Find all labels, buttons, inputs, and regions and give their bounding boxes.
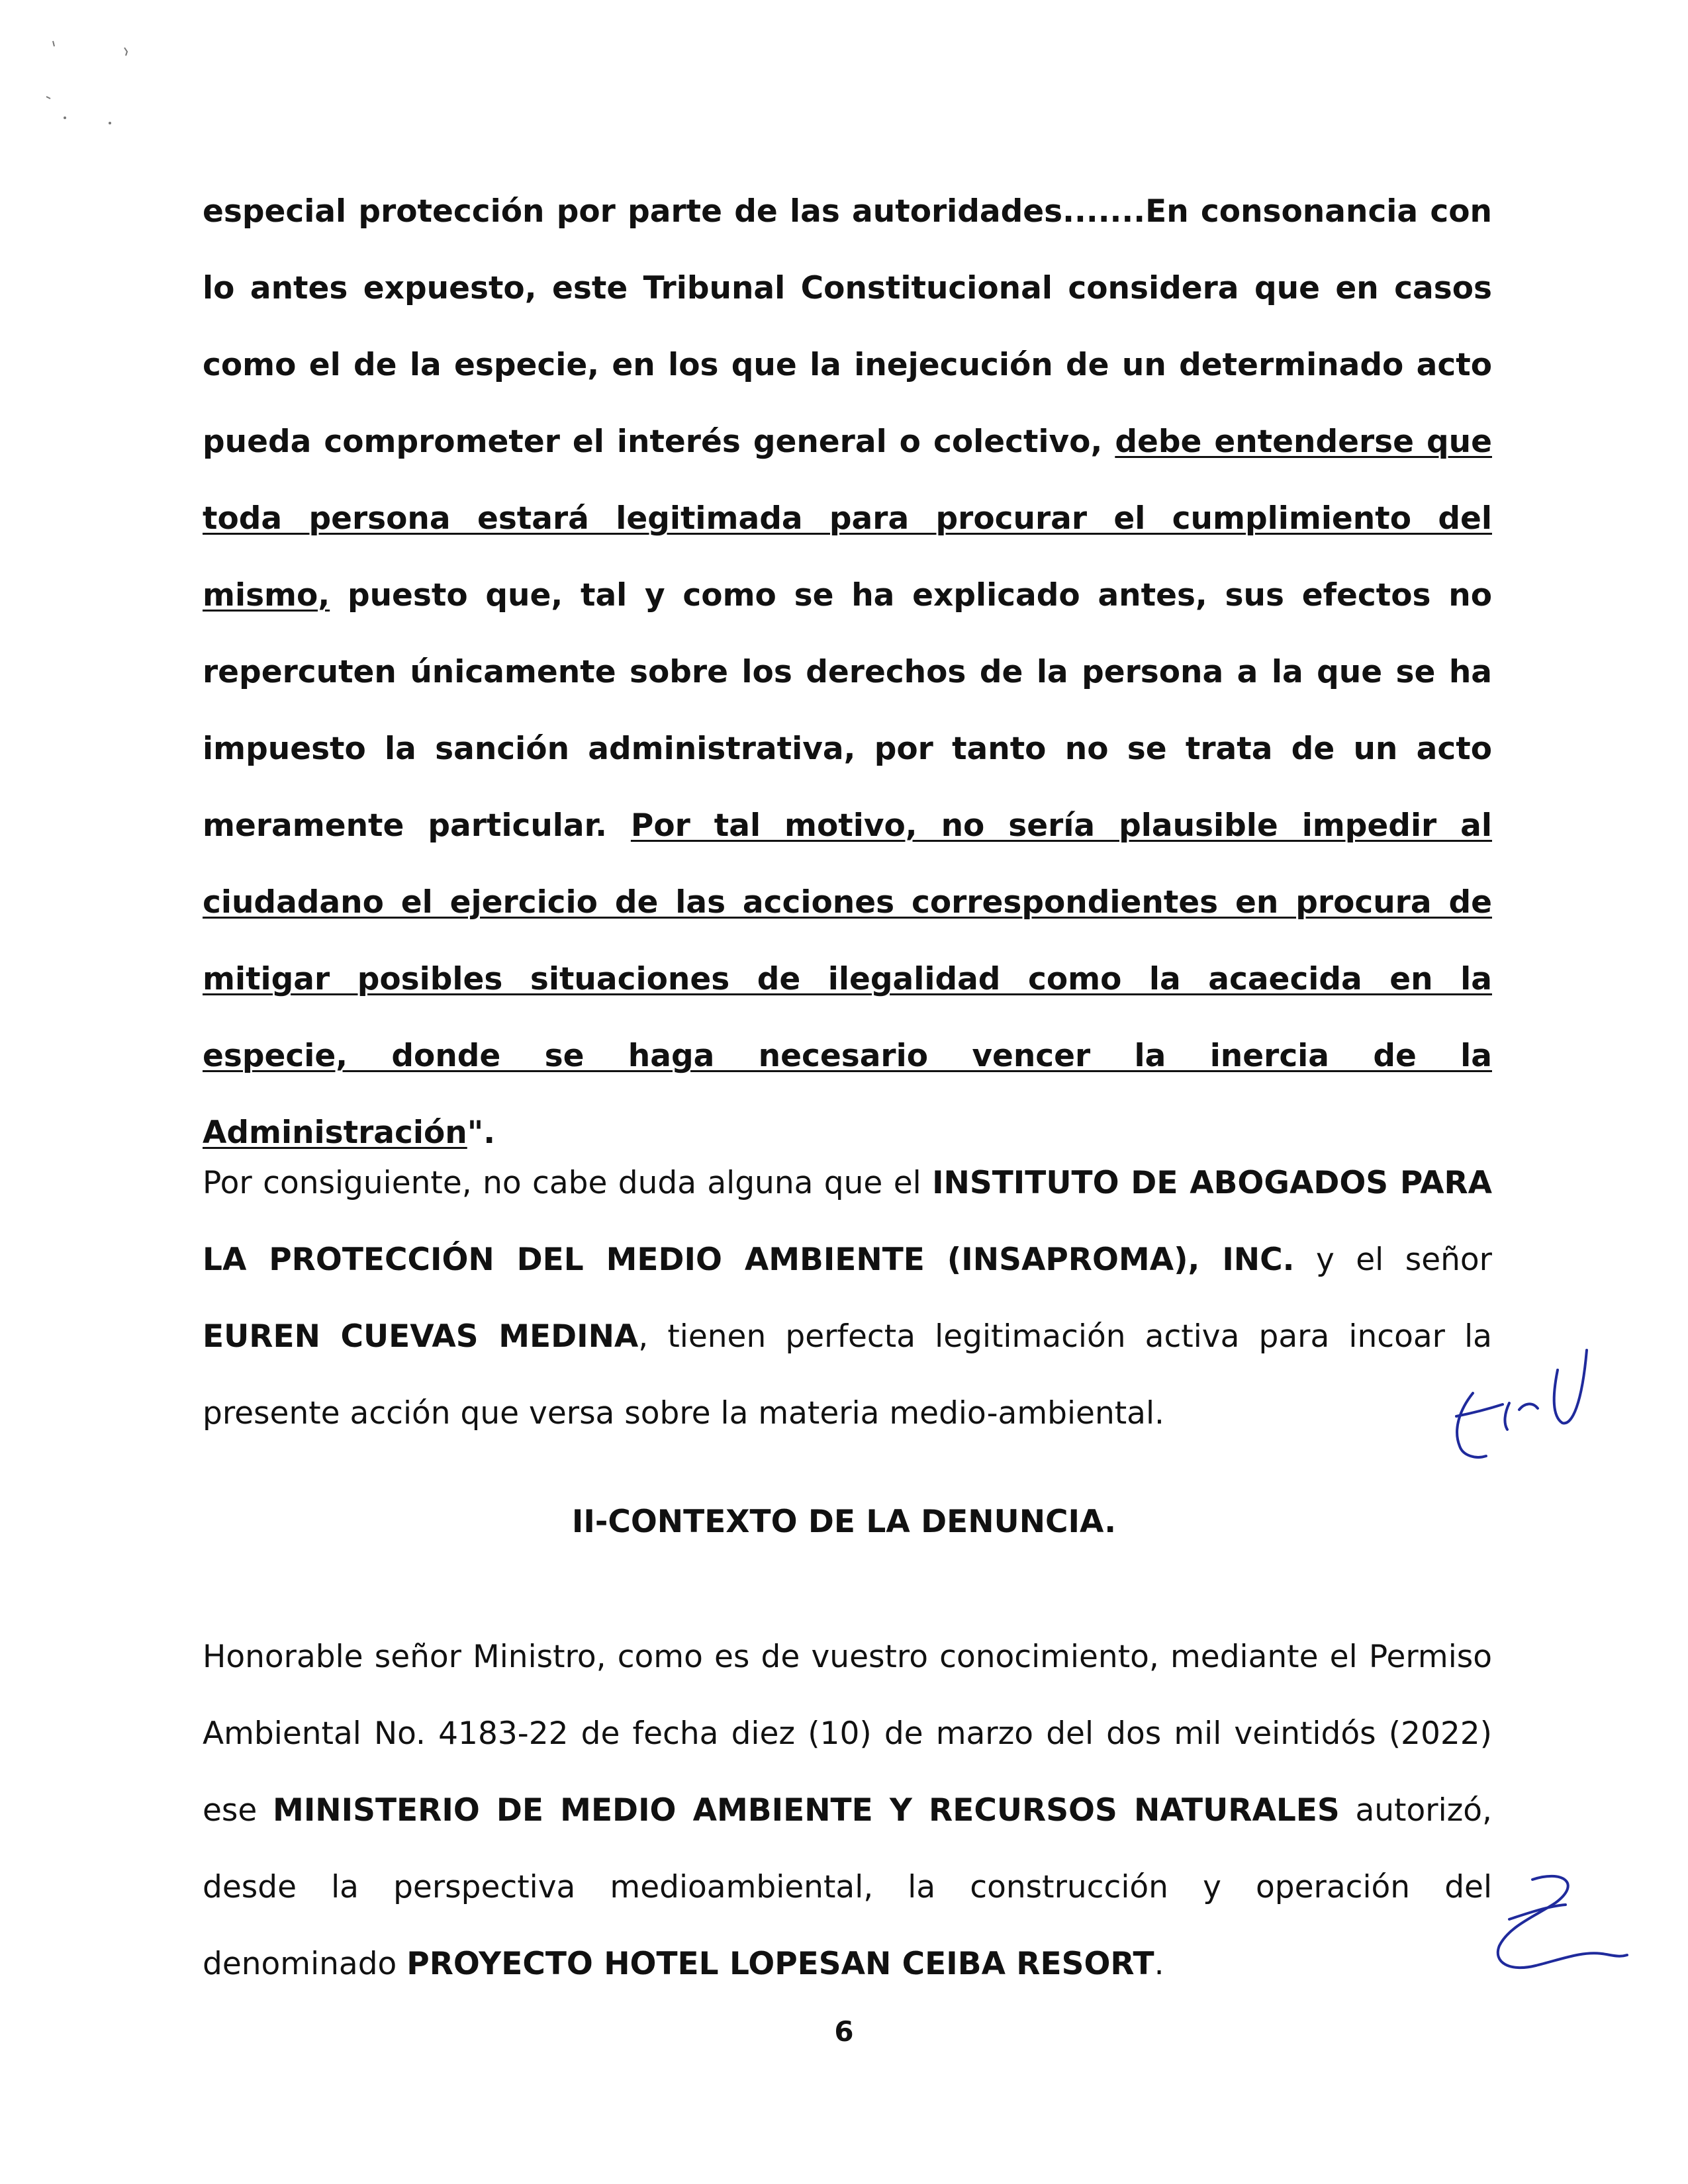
signature-initials-2 <box>1470 1866 1635 1985</box>
quoted-paragraph <box>203 173 1492 1171</box>
para2-project-name: PROYECTO HOTEL LOPESAN CEIBA RESORT <box>406 1946 1154 1982</box>
para2-ministry-name: MINISTERIO DE MEDIO AMBIENTE Y RECURSOS NATURALES <box>273 1792 1340 1829</box>
para2-text-2: autorizó, desde la perspectiva medioambiental, la construcción y operación del denominado <box>203 1792 1492 1982</box>
para1-text-2: y el señor <box>1294 1242 1492 1278</box>
para1-text-1: Por consiguiente, no cabe duda alguna que el <box>203 1165 933 1201</box>
quote-underlined-2: Por tal motivo, no sería plausible impedir al ciudadano el ejercicio de las acciones correspondientes en procura de mitigar posibles situaciones de ilegalidad como la acaecida en la especie, donde se haga necesario vencer la inercia de la Administración <box>203 807 1493 1151</box>
para1-institute-name: INSTITUTO DE ABOGADOS PARA LA PROTECCIÓN DEL MEDIO AMBIENTE (INSAPROMA), INC. <box>203 1165 1493 1278</box>
para1-person-name: EUREN CUEVAS MEDINA <box>203 1318 639 1355</box>
page-number: 6 <box>834 2015 854 2048</box>
para2-text-3: . <box>1154 1946 1164 1982</box>
quote-closing: ". <box>467 1115 496 1151</box>
signature-initials-1 <box>1446 1330 1599 1469</box>
quote-text-1: especial protección por parte de las autoridades.......En consonancia con lo antes expuesto, este Tribunal Constitucional considera que en casos como el de la especie, en los que la inejecución de un determinado acto pueda comprometer el interés general o colectivo, <box>203 193 1492 460</box>
section-heading: II-CONTEXTO DE LA DENUNCIA. <box>571 1504 1117 1540</box>
quote-text-2: puesto que, tal y como se ha explicado antes, sus efectos no repercuten únicamente sobre los derechos de la persona a la que se ha impuesto la sanción administrativa, por tanto no se trata de un acto meramente particular. <box>203 577 1492 844</box>
para1-text-3: , tienen perfecta legitimación activa para incoar la presente acción que versa sobre la materia medio-ambiental. <box>203 1318 1492 1432</box>
para2-text-1: Honorable señor Ministro, como es de vuestro conocimiento, mediante el Permiso Ambiental No. 4183-22 de fecha diez (10) de marzo del dos mil veintidós (2022) ese <box>203 1639 1492 1829</box>
legitimacy-paragraph <box>203 1145 1492 1452</box>
context-paragraph <box>203 1619 1492 2003</box>
quote-underlined-1: debe entenderse que toda persona estará legitimada para procurar el cumplimiento del mismo, <box>203 424 1492 614</box>
scan-speck-marks <box>40 33 132 139</box>
